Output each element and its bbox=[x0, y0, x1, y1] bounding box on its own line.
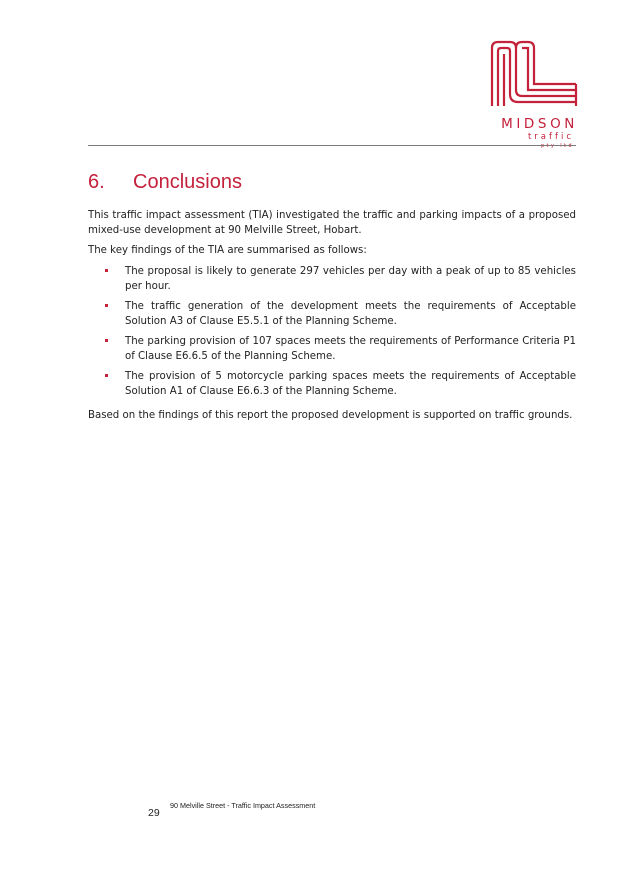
finding-text: The provision of 5 motorcycle parking spaces meets the requirements of Acceptable Solution A1 of Clause E6.6.3 of the Planning Scheme. bbox=[125, 371, 576, 397]
header-divider bbox=[88, 145, 576, 146]
footer-document-title: 90 Melville Street - Traffic Impact Assessment bbox=[170, 801, 316, 810]
list-item bbox=[88, 369, 576, 399]
midson-logo-mark bbox=[488, 40, 578, 108]
logo-wordmark: MIDSON bbox=[501, 116, 578, 132]
intro-paragraph: This traffic impact assessment (TIA) investigated the traffic and parking impacts of a proposed mixed-use development at 90 Melville Street, Hobart. bbox=[88, 210, 576, 236]
bullet-icon bbox=[105, 374, 108, 377]
bullet-icon bbox=[105, 339, 108, 342]
section-number: 6. bbox=[88, 171, 105, 194]
bullet-icon bbox=[105, 269, 108, 272]
section-heading bbox=[88, 171, 242, 194]
conclusion-paragraph: Based on the findings of this report the proposed development is supported on traffic grounds. bbox=[88, 410, 573, 421]
findings-lead: The key findings of the TIA are summarised as follows: bbox=[88, 245, 367, 256]
list-item bbox=[88, 264, 576, 294]
finding-text: The traffic generation of the development meets the requirements of Acceptable Solution A3 of Clause E5.5.1 of the Planning Scheme. bbox=[125, 301, 576, 327]
finding-text: The parking provision of 107 spaces meets the requirements of Performance Criteria P1 of Clause E6.6.5 of the Planning Scheme. bbox=[125, 336, 576, 362]
list-item bbox=[88, 334, 576, 364]
section-title: Conclusions bbox=[133, 171, 242, 194]
bullet-icon bbox=[105, 304, 108, 307]
page-number: 29 bbox=[148, 807, 160, 819]
finding-text: The proposal is likely to generate 297 vehicles per day with a peak of up to 85 vehicles per hour. bbox=[125, 266, 576, 292]
logo-subtitle: traffic bbox=[527, 132, 574, 142]
logo-subtitle-pty: pty ltd bbox=[540, 143, 574, 149]
list-item bbox=[88, 299, 576, 329]
key-findings-list bbox=[88, 264, 576, 404]
